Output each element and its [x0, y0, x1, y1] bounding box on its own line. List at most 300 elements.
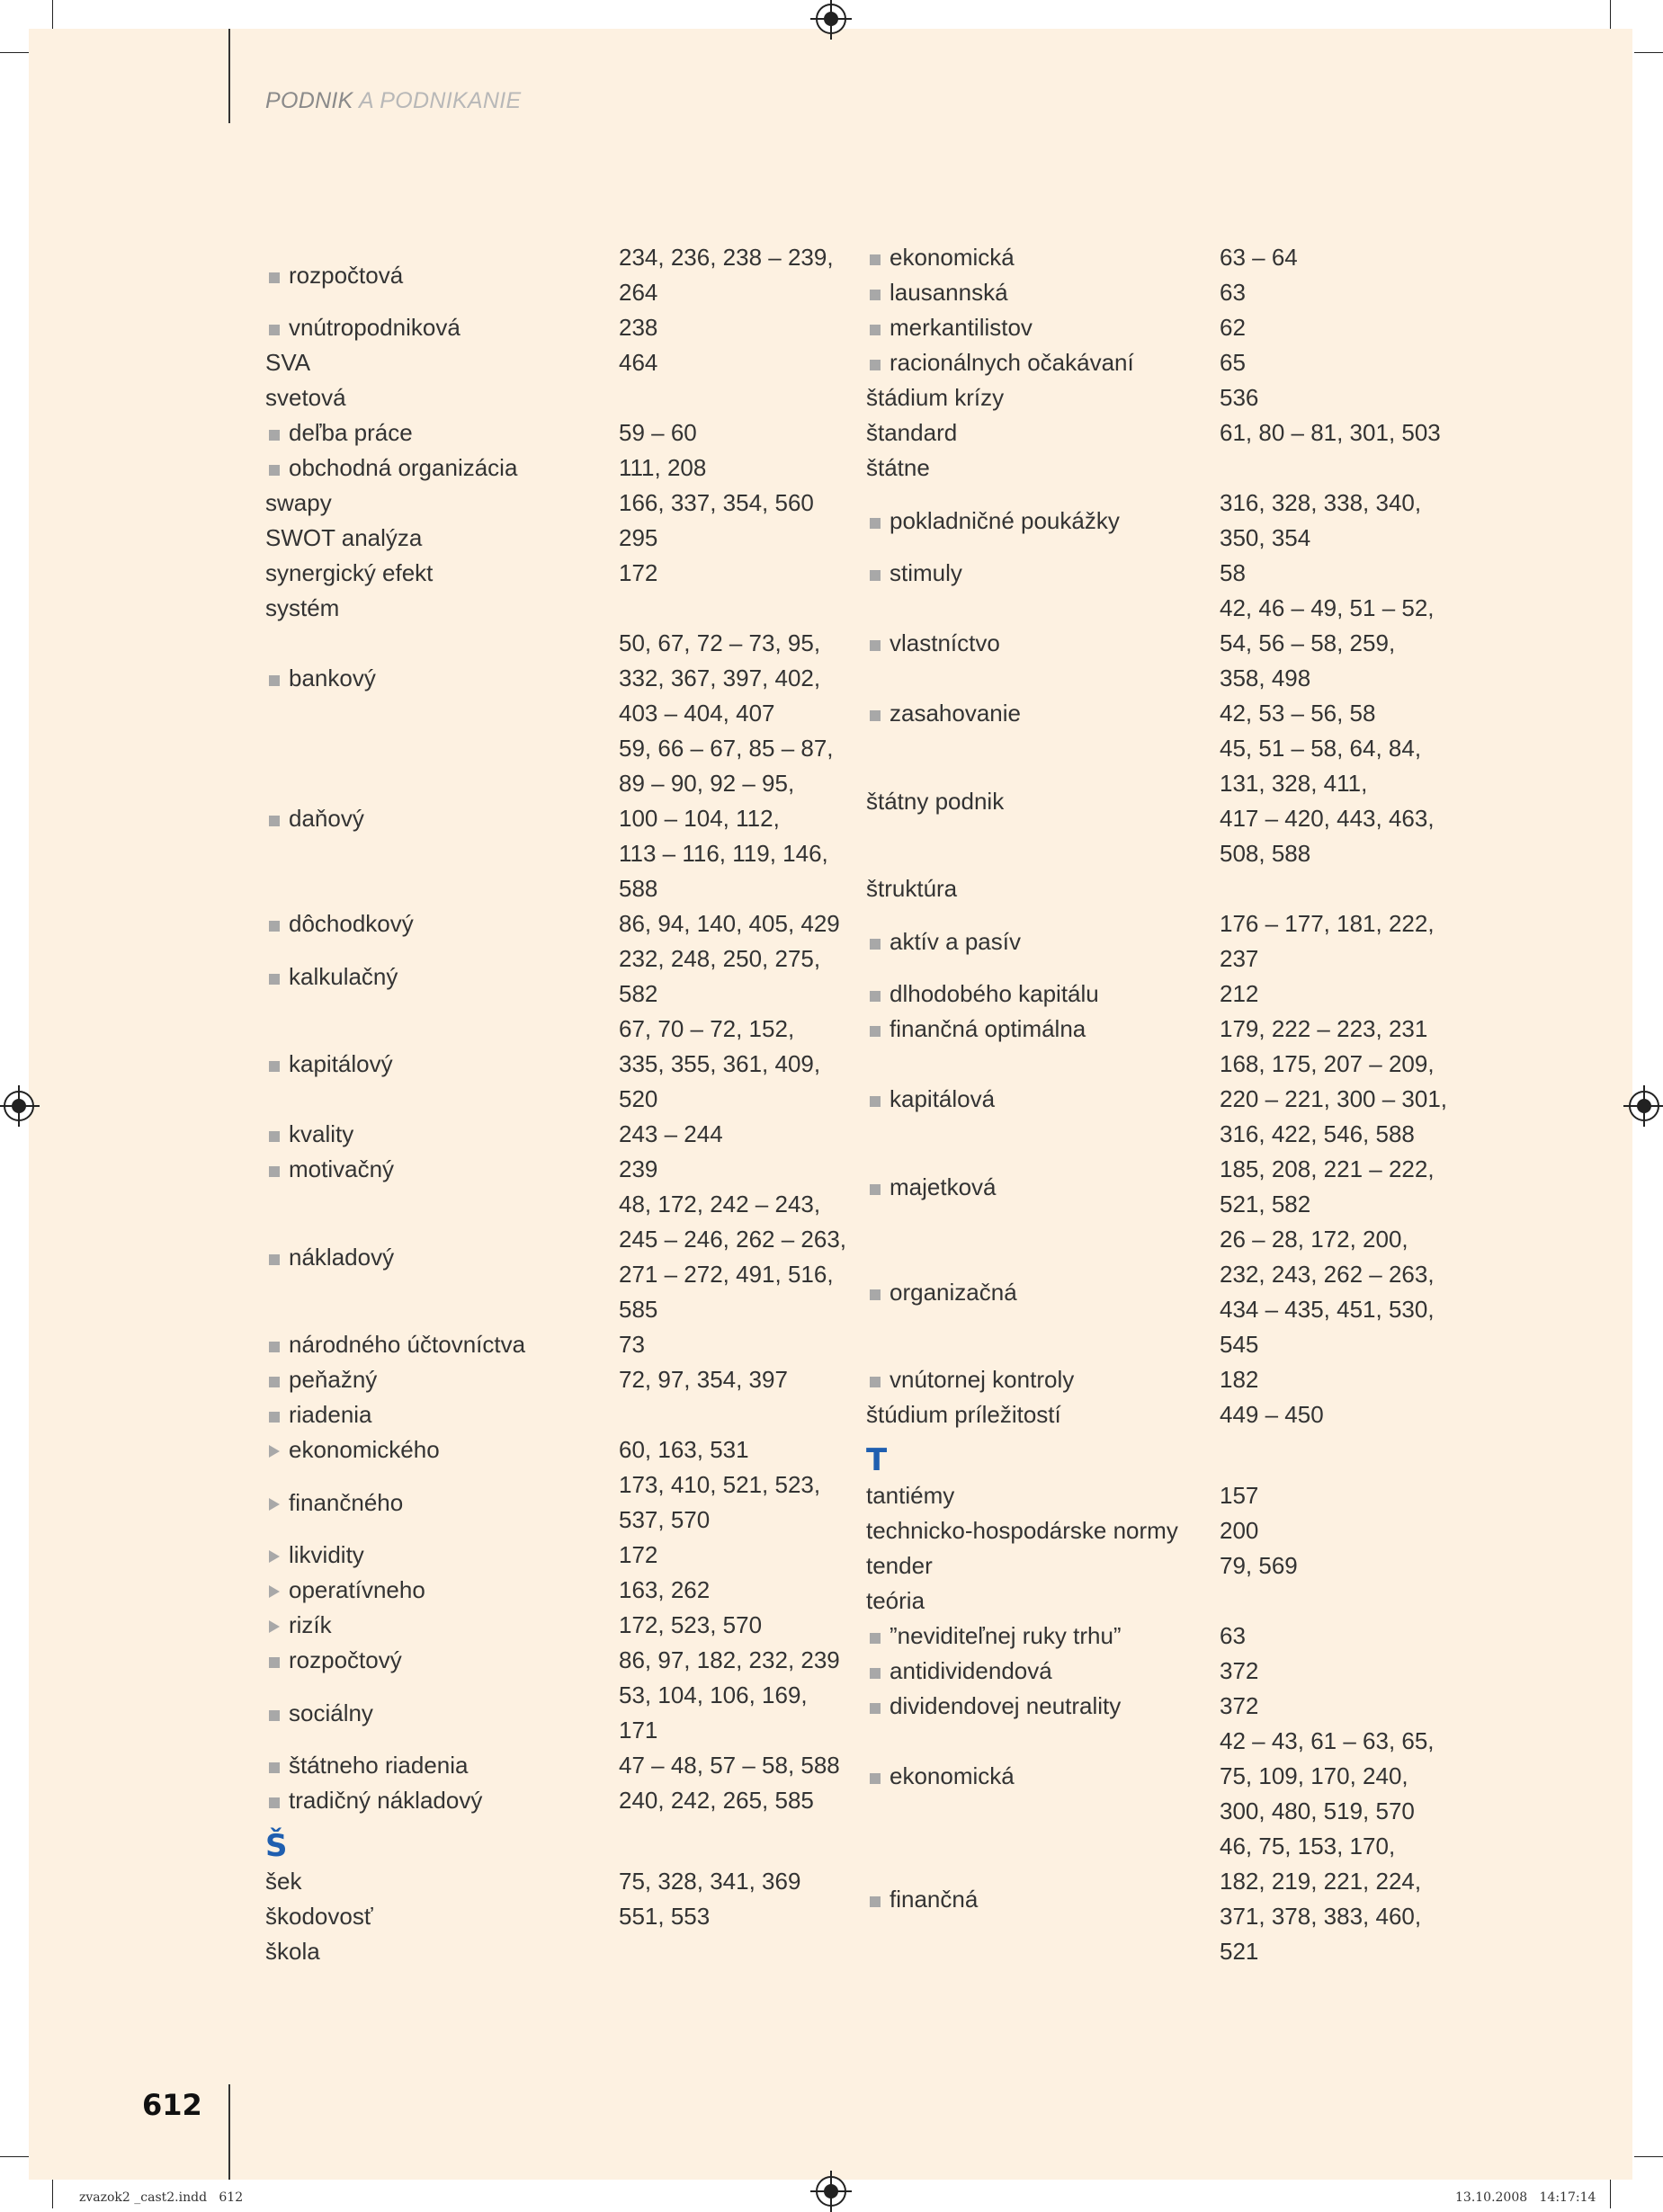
section-letter: T: [866, 1442, 888, 1478]
square-bullet-icon: [265, 1152, 289, 1187]
index-term: [265, 1187, 619, 1327]
index-term-text: systém: [265, 594, 340, 621]
square-bullet-icon: [866, 977, 890, 1012]
crop-mark: [0, 52, 29, 53]
index-term: [265, 1643, 619, 1678]
index-term-text: rozpočtová: [289, 261, 404, 289]
triangle-bullet-icon: [265, 1538, 289, 1573]
index-entry: [265, 1152, 859, 1187]
index-page-refs: 464: [619, 349, 658, 376]
index-entry: [866, 871, 1460, 906]
index-term: [866, 345, 1220, 380]
index-entry: [265, 1432, 859, 1467]
index-entry: [265, 626, 859, 731]
index-column-right: [866, 240, 1460, 1969]
index-term-text: organizačná: [890, 1278, 1017, 1306]
index-page-refs: 157: [1220, 1482, 1259, 1509]
index-term-text: ”neviditeľnej ruky trhu”: [890, 1622, 1122, 1649]
index-term-text: vnútropodniková: [289, 314, 460, 341]
index-term: [866, 1689, 1220, 1724]
index-entry: [265, 1608, 859, 1643]
index-term-text: dôchodkový: [289, 910, 414, 937]
index-page-refs: [619, 380, 859, 415]
index-term: [265, 906, 619, 941]
square-bullet-icon: [866, 1619, 890, 1654]
index-entry: [265, 941, 859, 1012]
index-page-refs: 212: [1220, 980, 1259, 1007]
index-term-text: rozpočtový: [289, 1646, 402, 1673]
index-page-refs: 240, 242, 265, 585: [619, 1787, 814, 1814]
index-term-text: štandard: [866, 419, 958, 446]
index-page-refs: 63: [1220, 1622, 1246, 1649]
index-entry: [265, 1117, 859, 1152]
square-bullet-icon: [866, 1362, 890, 1397]
index-page-refs: [1220, 1583, 1460, 1619]
square-bullet-icon: [265, 1748, 289, 1783]
index-term-text: štádium krízy: [866, 384, 1005, 411]
index-page-refs: 295: [619, 524, 658, 551]
index-page-refs: 111, 208: [619, 454, 707, 481]
square-bullet-icon: [866, 924, 890, 959]
index-page-refs: 176 – 177, 181, 222, 237: [1220, 910, 1435, 972]
index-term: [265, 240, 619, 310]
index-page-refs: 173, 410, 521, 523, 537, 570: [619, 1471, 821, 1533]
index-term: [866, 415, 1220, 450]
slug-left: zvazok2 _cast2.indd 612: [79, 2190, 244, 2205]
index-term-text: stimuly: [890, 559, 962, 586]
index-entry: [265, 1573, 859, 1608]
index-page-refs: 182: [1220, 1366, 1259, 1393]
index-term: [866, 906, 1220, 977]
triangle-bullet-icon: [265, 1485, 289, 1521]
index-term-text: kalkulačný: [289, 962, 398, 990]
index-term: [866, 380, 1220, 415]
index-term-text: riadenia: [289, 1401, 372, 1428]
registration-mark-icon: [816, 4, 846, 34]
crop-mark: [0, 2156, 29, 2157]
index-entry: [265, 415, 859, 450]
index-entry: [866, 977, 1460, 1012]
square-bullet-icon: [866, 556, 890, 591]
index-term-text: SWOT analýza: [265, 524, 423, 551]
index-term-text: motivačný: [289, 1155, 395, 1182]
index-page-refs: 172: [619, 1541, 658, 1568]
square-bullet-icon: [866, 275, 890, 310]
registration-mark-icon: [1629, 1091, 1659, 1121]
index-term: [866, 1047, 1220, 1152]
index-term-text: kapitálový: [289, 1050, 393, 1077]
index-entry: [265, 591, 859, 626]
index-entry: [866, 310, 1460, 345]
index-term-text: aktív a pasív: [890, 927, 1021, 955]
index-term: [265, 521, 619, 556]
square-bullet-icon: [265, 310, 289, 345]
square-bullet-icon: [265, 801, 289, 836]
index-entry: [866, 1724, 1460, 1829]
index-entry: [265, 1783, 859, 1818]
index-page-refs: 232, 248, 250, 275, 582: [619, 945, 821, 1007]
index-term-text: škodovosť: [265, 1903, 373, 1930]
index-page-refs: 238: [619, 314, 658, 341]
index-term: [866, 1012, 1220, 1047]
index-entry: [866, 1012, 1460, 1047]
index-page-refs: 47 – 48, 57 – 58, 588: [619, 1752, 840, 1779]
index-term: [866, 1397, 1220, 1432]
index-page-refs: 45, 51 – 58, 64, 84, 131, 328, 411, 417 – 420, 443, 463, 508, 588: [1220, 735, 1435, 867]
index-page-refs: [1220, 871, 1460, 906]
index-term-text: rizík: [289, 1611, 332, 1638]
index-term: [866, 871, 1220, 906]
header-rule: [228, 29, 230, 123]
square-bullet-icon: [265, 1240, 289, 1275]
index-term-text: kvality: [289, 1120, 354, 1147]
index-term: [866, 450, 1220, 486]
index-entry: [866, 345, 1460, 380]
index-entry: [265, 380, 859, 415]
triangle-bullet-icon: [265, 1608, 289, 1643]
index-entry: [866, 240, 1460, 275]
index-term-text: lausannská: [890, 279, 1008, 306]
square-bullet-icon: [265, 1047, 289, 1082]
index-entry: [866, 275, 1460, 310]
crop-mark: [52, 0, 53, 29]
index-term: [265, 731, 619, 906]
index-entry: [265, 486, 859, 521]
index-entry: [866, 1548, 1460, 1583]
index-term: [265, 1783, 619, 1818]
index-entry: [866, 1689, 1460, 1724]
index-page-refs: 79, 569: [1220, 1552, 1298, 1579]
index-term: [866, 1548, 1220, 1583]
index-term: [866, 696, 1220, 731]
index-term-text: ekonomická: [890, 244, 1015, 271]
index-page-refs: [619, 1397, 859, 1432]
index-entry: [866, 731, 1460, 871]
index-term: [866, 1513, 1220, 1548]
index-term-text: technicko-hospodárske normy: [866, 1517, 1178, 1544]
index-page-refs: 239: [619, 1155, 658, 1182]
index-page-refs: 58: [1220, 559, 1246, 586]
index-page-refs: 67, 70 – 72, 152, 335, 355, 361, 409, 520: [619, 1015, 821, 1112]
square-bullet-icon: [265, 1696, 289, 1731]
index-term: [265, 1748, 619, 1783]
index-entry: [866, 450, 1460, 486]
square-bullet-icon: [866, 1082, 890, 1117]
index-term-text: finančného: [289, 1488, 404, 1516]
index-term: [265, 941, 619, 1012]
index-entry: [866, 1619, 1460, 1654]
index-page-refs: 86, 97, 182, 232, 239: [619, 1646, 840, 1673]
index-term: [866, 1583, 1220, 1619]
index-term: [265, 1864, 619, 1899]
index-entry: [866, 1047, 1460, 1152]
index-term: [866, 1654, 1220, 1689]
index-term: [265, 450, 619, 486]
triangle-bullet-icon: [265, 1432, 289, 1467]
index-term-text: obchodná organizácia: [289, 454, 518, 481]
index-page-refs: 75, 328, 341, 369: [619, 1868, 801, 1895]
index-page-refs: [1220, 450, 1460, 486]
index-term: [866, 1152, 1220, 1222]
index-term: [866, 1222, 1220, 1362]
index-term-text: finančná optimálna: [890, 1015, 1086, 1042]
index-page-refs: 185, 208, 221 – 222, 521, 582: [1220, 1155, 1435, 1217]
square-bullet-icon: [265, 959, 289, 995]
index-term: [265, 591, 619, 626]
index-entry: [265, 1899, 859, 1934]
index-page-refs: 53, 104, 106, 169, 171: [619, 1681, 808, 1744]
crop-mark: [1634, 52, 1663, 53]
index-term: [265, 1152, 619, 1187]
index-term: [265, 1397, 619, 1432]
square-bullet-icon: [866, 1170, 890, 1205]
index-term-text: štátny podnik: [866, 787, 1005, 815]
square-bullet-icon: [866, 240, 890, 275]
index-term: [265, 626, 619, 731]
index-term-text: tradičný nákladový: [289, 1787, 483, 1814]
index-entry: [265, 1678, 859, 1748]
index-entry: [866, 1152, 1460, 1222]
index-page-refs: 449 – 450: [1220, 1401, 1324, 1428]
index-term-text: národného účtovníctva: [289, 1331, 526, 1358]
index-entry: [265, 1187, 859, 1327]
triangle-bullet-icon: [265, 1573, 289, 1608]
index-term-text: štátne: [866, 454, 930, 481]
index-term: [265, 1608, 619, 1643]
index-page-refs: 73: [619, 1331, 645, 1358]
index-term: [866, 486, 1220, 556]
header-part-1: PODNIK: [265, 88, 353, 113]
square-bullet-icon: [866, 1654, 890, 1689]
index-page-refs: 50, 67, 72 – 73, 95, 332, 367, 397, 402, 403 – 404, 407: [619, 629, 821, 727]
index-page-refs: 243 – 244: [619, 1120, 723, 1147]
index-term-text: racionálnych očakávaní: [890, 349, 1134, 376]
index-term: [265, 1362, 619, 1397]
index-page-refs: 65: [1220, 349, 1246, 376]
index-term: [866, 1724, 1220, 1829]
index-page-refs: [619, 1934, 859, 1969]
index-term-text: zasahovanie: [890, 700, 1021, 727]
crop-mark: [1634, 2156, 1663, 2157]
index-term: [265, 1432, 619, 1467]
index-term-text: vlastníctvo: [890, 629, 1000, 656]
square-bullet-icon: [265, 1117, 289, 1152]
index-page-refs: 372: [1220, 1657, 1259, 1684]
index-page-refs: 179, 222 – 223, 231: [1220, 1015, 1428, 1042]
index-term-text: teória: [866, 1587, 925, 1614]
registration-mark-icon: [816, 2176, 846, 2207]
square-bullet-icon: [265, 1327, 289, 1362]
index-term: [265, 556, 619, 591]
index-page-refs: 60, 163, 531: [619, 1436, 749, 1463]
index-term-text: majetková: [890, 1173, 997, 1200]
index-page-refs: 234, 236, 238 – 239, 264: [619, 244, 834, 306]
square-bullet-icon: [265, 1783, 289, 1818]
crop-mark: [1610, 2180, 1611, 2208]
index-page-refs: 59, 66 – 67, 85 – 87, 89 – 90, 92 – 95, 100 – 104, 112, 113 – 116, 119, 146, 588: [619, 735, 834, 902]
square-bullet-icon: [265, 1643, 289, 1678]
index-term-text: deľba práce: [289, 419, 413, 446]
index-entry: [265, 906, 859, 941]
header-part-2: A PODNIKANIE: [353, 88, 522, 113]
index-entry: [866, 1478, 1460, 1513]
index-entry: [866, 906, 1460, 977]
index-page-refs: 26 – 28, 172, 200, 232, 243, 262 – 263, 434 – 435, 451, 530, 545: [1220, 1226, 1435, 1358]
index-term-text: škola: [265, 1938, 320, 1965]
index-entry: [265, 1864, 859, 1899]
index-page-refs: 172: [619, 559, 658, 586]
index-entry: [265, 1362, 859, 1397]
index-entry: [265, 450, 859, 486]
index-term-text: tender: [866, 1552, 933, 1579]
index-term-text: likvidity: [289, 1541, 364, 1568]
index-page-refs: 61, 80 – 81, 301, 503: [1220, 419, 1441, 446]
index-term-text: peňažný: [289, 1366, 378, 1393]
square-bullet-icon: [866, 1275, 890, 1310]
index-term-text: štúdium príležitostí: [866, 1401, 1061, 1428]
index-term: [265, 345, 619, 380]
index-term: [265, 1467, 619, 1538]
square-bullet-icon: [866, 1759, 890, 1794]
index-term: [866, 275, 1220, 310]
index-term-text: bankový: [289, 664, 376, 691]
index-term-text: merkantilistov: [890, 314, 1033, 341]
index-entry: [265, 345, 859, 380]
index-entry: [265, 240, 859, 310]
index-term: [265, 1538, 619, 1573]
index-entry: [265, 1012, 859, 1117]
index-term: [265, 1117, 619, 1152]
square-bullet-icon: [866, 626, 890, 661]
index-term: [866, 556, 1220, 591]
index-page-refs: [619, 591, 859, 626]
index-term-text: sociálny: [289, 1699, 373, 1726]
index-page-refs: 63: [1220, 279, 1246, 306]
index-entry: [866, 1362, 1460, 1397]
index-entry: [265, 1748, 859, 1783]
index-page-refs: 42 – 43, 61 – 63, 65, 75, 109, 170, 240, 300, 480, 519, 570: [1220, 1727, 1435, 1824]
index-entry: [866, 1222, 1460, 1362]
index-term: [866, 310, 1220, 345]
index-page-refs: 59 – 60: [619, 419, 697, 446]
index-page-refs: 86, 94, 140, 405, 429: [619, 910, 840, 937]
index-term-text: swapy: [265, 489, 332, 516]
index-term: [265, 1678, 619, 1748]
index-entry: [265, 1643, 859, 1678]
index-entry: [265, 1538, 859, 1573]
index-page-refs: 166, 337, 354, 560: [619, 489, 814, 516]
index-entry: [265, 1467, 859, 1538]
index-term-text: ekonomického: [289, 1436, 440, 1463]
index-term-text: nákladový: [289, 1243, 395, 1271]
index-page-refs: 63 – 64: [1220, 244, 1298, 271]
index-term: [265, 1899, 619, 1934]
index-entry: [866, 556, 1460, 591]
index-entry: [866, 1829, 1460, 1969]
index-page-refs: 62: [1220, 314, 1246, 341]
square-bullet-icon: [265, 906, 289, 941]
running-header: [265, 88, 521, 114]
index-page-refs: 536: [1220, 384, 1259, 411]
index-entry: [265, 1934, 859, 1969]
index-page-refs: 42, 46 – 49, 51 – 52, 54, 56 – 58, 259, 358, 498: [1220, 594, 1435, 691]
index-term: [265, 415, 619, 450]
index-term: [866, 1619, 1220, 1654]
index-term-text: kapitálová: [890, 1085, 996, 1112]
index-page-refs: 551, 553: [619, 1903, 711, 1930]
index-term: [265, 486, 619, 521]
slug-right: 13.10.2008 14:17:14: [1455, 2190, 1596, 2205]
index-entry: [866, 591, 1460, 696]
section-letter: Š: [265, 1828, 288, 1864]
index-page-refs: 42, 53 – 56, 58: [1220, 700, 1376, 727]
index-term: [265, 1327, 619, 1362]
index-term: [265, 1934, 619, 1969]
index-term: [866, 240, 1220, 275]
index-entry: [866, 1513, 1460, 1548]
footer-rule: [228, 2084, 230, 2180]
index-term-text: pokladničné poukážky: [890, 506, 1120, 534]
index-page-refs: 172, 523, 570: [619, 1611, 763, 1638]
square-bullet-icon: [866, 1012, 890, 1047]
square-bullet-icon: [265, 450, 289, 486]
index-term: [265, 310, 619, 345]
square-bullet-icon: [265, 1397, 289, 1432]
square-bullet-icon: [866, 1882, 890, 1917]
index-entry: [265, 556, 859, 591]
index-term-text: ekonomická: [890, 1762, 1015, 1789]
index-entry: [265, 731, 859, 906]
square-bullet-icon: [866, 1689, 890, 1724]
index-term: [866, 1829, 1220, 1969]
index-term-text: synergický efekt: [265, 559, 434, 586]
index-term-text: vnútornej kontroly: [890, 1366, 1075, 1393]
square-bullet-icon: [265, 258, 289, 293]
index-page-refs: 372: [1220, 1692, 1259, 1719]
index-term-text: štátneho riadenia: [289, 1752, 469, 1779]
index-page-refs: 46, 75, 153, 170, 182, 219, 221, 224, 371, 378, 383, 460, 521: [1220, 1833, 1422, 1965]
index-term: [265, 1012, 619, 1117]
index-term: [866, 731, 1220, 871]
index-term: [265, 380, 619, 415]
index-page-refs: 163, 262: [619, 1576, 711, 1603]
index-entry: [265, 310, 859, 345]
index-entry: [265, 521, 859, 556]
index-entry: [866, 415, 1460, 450]
index-entry: [866, 486, 1460, 556]
square-bullet-icon: [866, 345, 890, 380]
index-page-refs: 200: [1220, 1517, 1259, 1544]
index-term-text: štruktúra: [866, 875, 958, 902]
index-term-text: SVA: [265, 349, 311, 376]
index-term: [866, 1478, 1220, 1513]
index-entry: [866, 1583, 1460, 1619]
registration-mark-icon: [4, 1091, 34, 1121]
index-term: [265, 1573, 619, 1608]
index-entry: [265, 1327, 859, 1362]
index-term-text: šek: [265, 1868, 302, 1895]
index-term-text: svetová: [265, 384, 346, 411]
index-term-text: dlhodobého kapitálu: [890, 980, 1099, 1007]
index-page-refs: 316, 328, 338, 340, 350, 354: [1220, 489, 1422, 551]
index-column-left: [265, 240, 859, 1969]
index-page-refs: 48, 172, 242 – 243, 245 – 246, 262 – 263, 271 – 272, 491, 516, 585: [619, 1191, 847, 1323]
index-term: [866, 1362, 1220, 1397]
index-term: [866, 977, 1220, 1012]
index-entry: [866, 380, 1460, 415]
index-page-refs: 168, 175, 207 – 209, 220 – 221, 300 – 301, 316, 422, 546, 588: [1220, 1050, 1448, 1147]
square-bullet-icon: [265, 1362, 289, 1397]
